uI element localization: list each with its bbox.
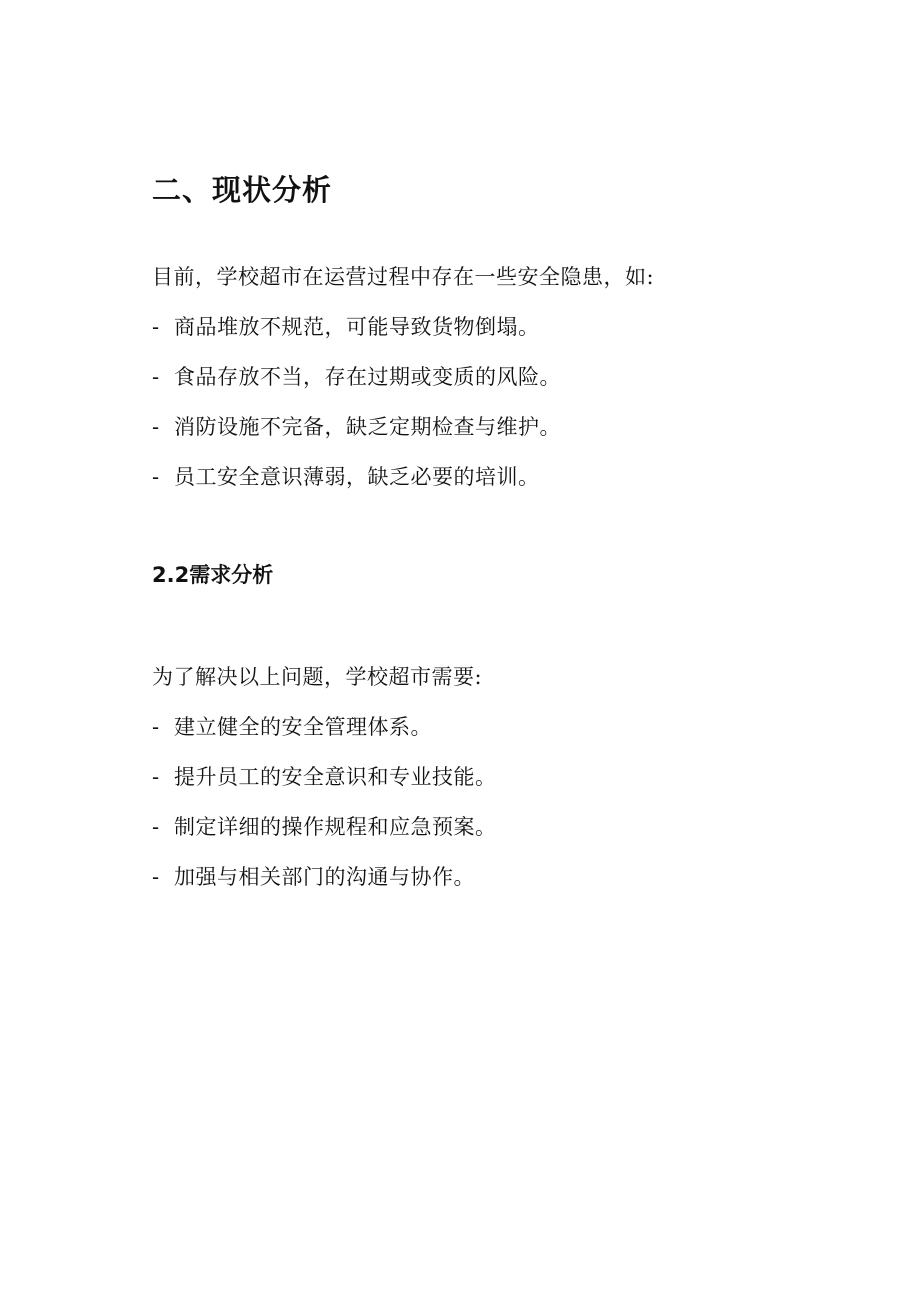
list-item-text: 建立健全的安全管理体系。 bbox=[174, 715, 432, 739]
list-item bbox=[152, 462, 561, 512]
list-item bbox=[152, 362, 561, 412]
list-item bbox=[152, 712, 497, 762]
bullet-dash: - bbox=[152, 715, 160, 739]
list-item bbox=[152, 762, 497, 812]
bullet-dash: - bbox=[152, 365, 160, 389]
list-item-text: 食品存放不当，存在过期或变质的风险。 bbox=[174, 365, 561, 389]
list-item-text: 员工安全意识薄弱，缺乏必要的培训。 bbox=[174, 465, 540, 489]
list-item-text: 商品堆放不规范，可能导致货物倒塌。 bbox=[174, 315, 540, 339]
bullet-dash: - bbox=[152, 415, 160, 439]
bullet-dash: - bbox=[152, 465, 160, 489]
needs-intro: 为了解决以上问题，学校超市需要: bbox=[152, 665, 483, 689]
status-intro: 目前，学校超市在运营过程中存在一些安全隐患，如: bbox=[152, 265, 655, 289]
bullet-dash: - bbox=[152, 765, 160, 789]
bullet-dash: - bbox=[152, 815, 160, 839]
list-item-text: 消防设施不完备，缺乏定期检查与维护。 bbox=[174, 415, 561, 439]
bullet-dash: - bbox=[152, 865, 160, 889]
list-item bbox=[152, 812, 497, 862]
list-item-text: 提升员工的安全意识和专业技能。 bbox=[174, 765, 497, 789]
list-item bbox=[152, 412, 561, 462]
bullet-dash: - bbox=[152, 315, 160, 339]
status-list bbox=[152, 312, 561, 512]
list-item bbox=[152, 862, 497, 912]
needs-list bbox=[152, 712, 497, 912]
subsection-heading: 2.2需求分析 bbox=[152, 563, 274, 587]
section-title: 二、现状分析 bbox=[152, 173, 333, 207]
list-item bbox=[152, 312, 561, 362]
list-item-text: 制定详细的操作规程和应急预案。 bbox=[174, 815, 497, 839]
list-item-text: 加强与相关部门的沟通与协作。 bbox=[174, 865, 475, 889]
